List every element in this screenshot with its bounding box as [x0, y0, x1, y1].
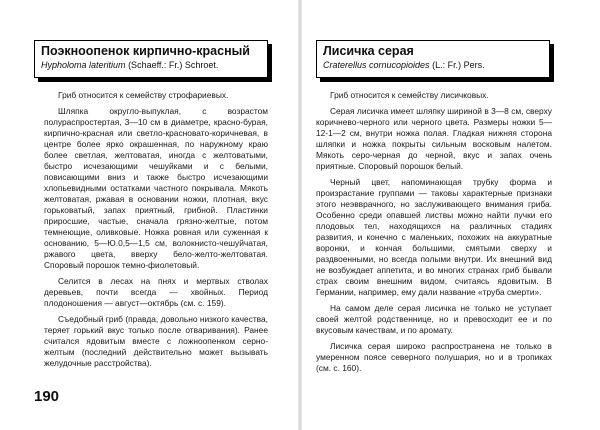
right-paragraph: Гриб относится к семейству лисичковых.: [330, 90, 489, 100]
left-latin-line: [41, 59, 261, 71]
right-paragraph: Серая лисичка имеет шляпку шириной в 3—8 см, сверху коричнево-черного или черного цвета. Размеры ножки 5—12-1—2 см, внутри ножка полая. Гладкая нижняя сторона шляпки и ножка покрыты сильным восковым налетом. Мякоть серо-черная до черной, вкус и запах очень приятные. Споровый порошок белый.: [316, 106, 552, 171]
left-title-box: [34, 40, 268, 78]
right-latin-author: (L.: Fr.) Pers.: [432, 60, 485, 70]
left-paragraph: Селится в лесах на пнях и мертвых стволах деревьев, почти всегда — хвойных. Период плодоношения — август—октябрь (см. с. 159).: [44, 276, 268, 308]
left-paragraph: Гриб относится к семейству строфариевых.: [58, 90, 229, 100]
right-page: [300, 0, 600, 430]
right-latin-name: Craterellus cornucopioides: [323, 60, 430, 70]
right-paragraph: На самом деле серая лисичка не только не уступает своей желтой родственнице, но и превосходит ее и по вкусовым качествам, и по аромату.: [316, 303, 552, 335]
page-number: 190: [34, 388, 60, 405]
right-title-box: [316, 40, 550, 78]
right-latin-line: [323, 59, 543, 71]
left-paragraph: Шляпка округло-выпуклая, с возрастом полураспростертая, 3—10 см в диаметре, красно-бурая, кирпично-красная или светло-красновато-коричневая, в центре более ярко окрашенная, по наружному краю более светлая, желтоватая, иногда с желтоватыми, быстро исчезающими чешуйками и с белыми, повисающими вниз и также быстро исчезающими хлопьевидными остатками частного покрывала. Мякоть желтоватая, ржавая в основании ножки, плотная, вкус горьковатый, запах приятный, грибной. Пластинки приросшие, частые, сначала грязно-желтые, потом темнеющие, оливковые. Ножка ровная или суженная к основанию, 5—Ю.0,5—1,5 см, волокнисто-чешуйчатая, ржавого цвета, вверху бело-желто-желтоватая. Споровый порошок темно-фиолетовый.: [44, 106, 268, 270]
left-latin-name: Hypholoma lateritium: [41, 60, 126, 70]
right-title: Лисичка серая: [323, 44, 414, 58]
left-title: Поэкноопенок кирпично-красный: [41, 44, 250, 58]
left-paragraph: Съедобный гриб (правда, довольно низкого качества, теряет горький вкус только после отваривания). Ранее считался ядовитым вместе с ложноопенком серно-желтым (последний действительно может вызывать желудочные расстройства).: [44, 314, 268, 368]
left-body: [44, 90, 268, 369]
left-latin-author: (Schaeff.: Fr.) Schroet.: [128, 60, 219, 70]
right-paragraph: Черный цвет, напоминающая трубку форма и произрастание группами — таковы характерные признаки этого неэвврачного, но заслуживающего внимания гриба. Особенно среди опавшей листвы можно найти пучки его плодовых тел, находящихся на различных стадиях развития, и конечно с маленьких, похожих на аккуратные воронки, и кончая большими, смятыми сверху и раздвоенными, но всегда полыми внутри. Их внешний вид не возбуждает аппетита, и во многих странах гриб бывали страх своим внешним видом, считаясь ядовитым. В Германии, например, ему дали название «труба смерти».: [316, 177, 552, 297]
right-body: [316, 90, 552, 374]
right-paragraph: Лисичка серая широко распространена не только в умеренном поясе северного полушария, но и в тропиках (см. с. 160).: [316, 341, 552, 373]
